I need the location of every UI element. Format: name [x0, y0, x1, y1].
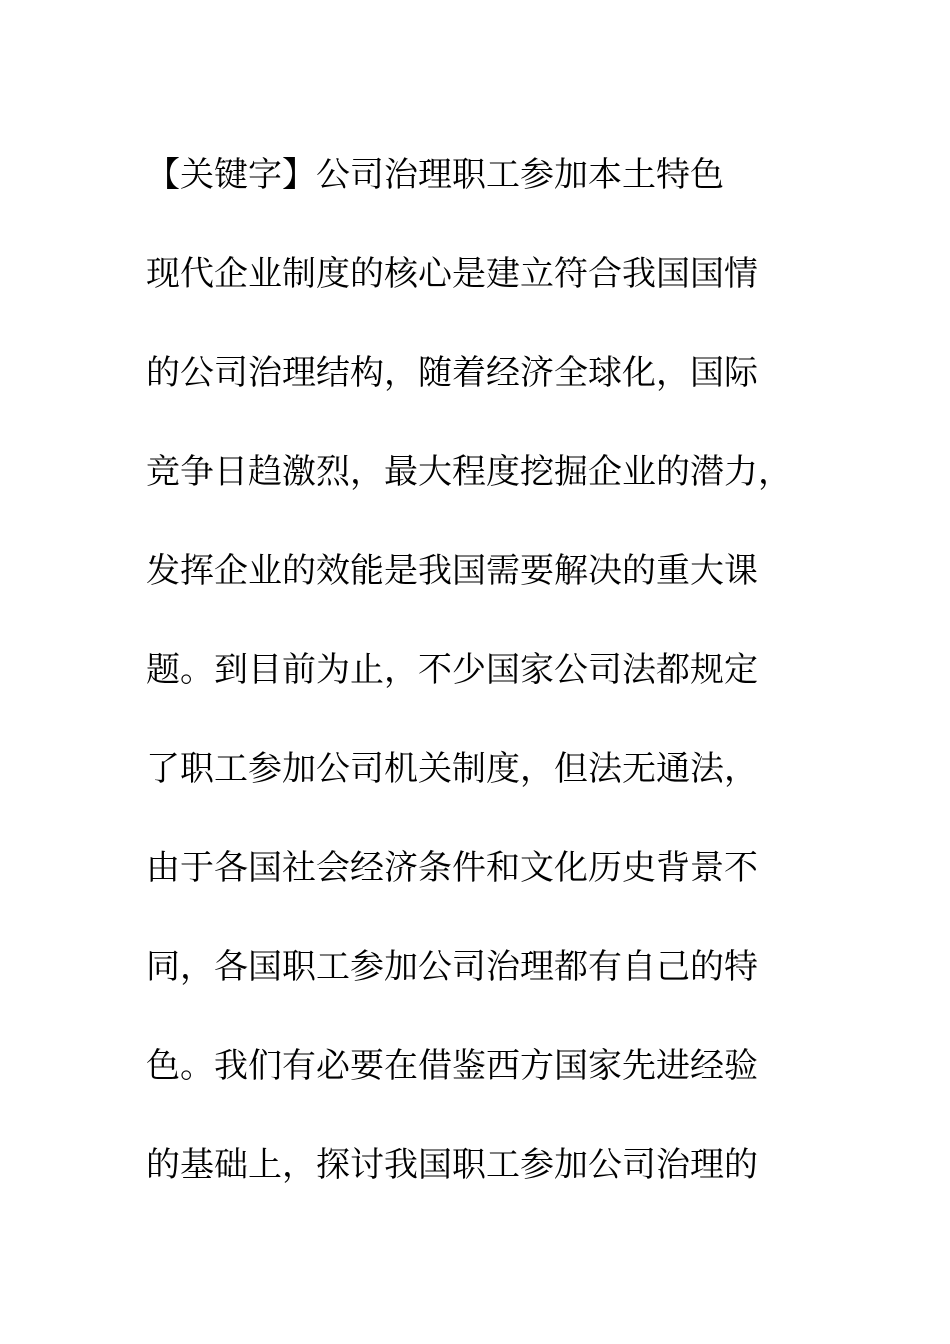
paragraph-line: 现代企业制度的核心是建立符合我国国情	[146, 254, 758, 294]
paragraph-line: 色。我们有必要在借鉴西方国家先进经验	[146, 1046, 758, 1086]
paragraph-line: 由于各国社会经济条件和文化历史背景不	[146, 848, 758, 888]
paragraph-line: 同，各国职工参加公司治理都有自己的特	[146, 947, 758, 987]
paragraph-line: 竞争日趋激烈，最大程度挖掘企业的潜力，	[146, 452, 792, 492]
paragraph-line: 的公司治理结构，随着经济全球化，国际	[146, 353, 758, 393]
paragraph-line: 题。到目前为止，不少国家公司法都规定	[146, 650, 758, 690]
body-text	[146, 126, 826, 1215]
paragraph-line: 发挥企业的效能是我国需要解决的重大课	[146, 551, 758, 591]
paragraph-line: 的基础上，探讨我国职工参加公司治理的	[146, 1145, 758, 1185]
keywords-line: 【关键字】公司治理职工参加本土特色	[146, 155, 724, 195]
paragraph-line: 了职工参加公司机关制度，但法无通法，	[146, 749, 758, 789]
